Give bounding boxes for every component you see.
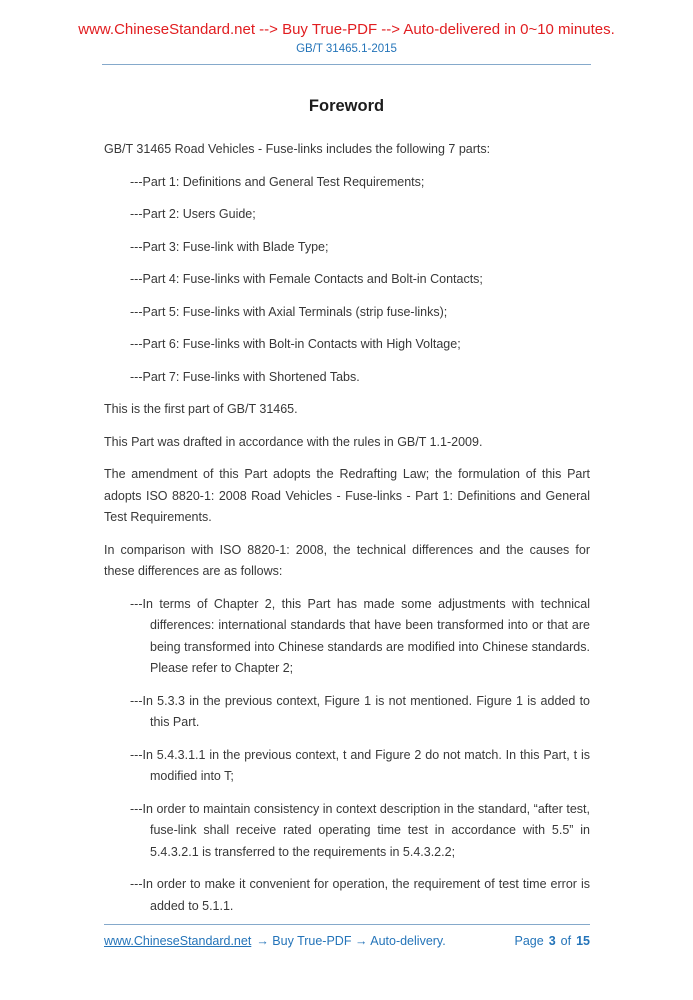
footer-divider (104, 924, 590, 925)
page-title: Foreword (308, 97, 385, 115)
current-page-number: 3 (548, 934, 556, 948)
list-item: ---Part 3: Fuse-link with Blade Type; (130, 239, 329, 254)
paragraph: GB/T 31465 Road Vehicles - Fuse-links includes the following 7 parts: (104, 142, 491, 156)
list-item: ---In 5.3.3 in the previous context, Figure 1 is not mentioned. Figure 1 is added to this Part. (130, 693, 590, 729)
list-item: ---In order to maintain consistency in context description in the standard, “after test, fuse-link shall receive rated operating time test in accordance with 5.5” in 5.4.3.2.1 is transferred to the requirements in 5.4.3.2.2; (130, 801, 590, 859)
list-item: ---Part 2: Users Guide; (130, 207, 256, 221)
list-item: ---Part 1: Definitions and General Test Requirements; (130, 174, 425, 189)
list-item: ---Part 4: Fuse-links with Female Contacts and Bolt-in Contacts; (130, 272, 483, 286)
paragraph: In comparison with ISO 8820-1: 2008, the technical differences and the causes for these differences are as follows: (104, 542, 590, 578)
list-item: ---In terms of Chapter 2, this Part has made some adjustments with technical differences: international standards that have been transformed into or that are being transformed into Chinese standards are modified into Chinese standards. Please refer to Chapter 2; (130, 596, 590, 675)
header-divider (102, 64, 591, 65)
footer-row (104, 934, 590, 949)
document-body (104, 139, 590, 917)
paragraph: The amendment of this Part adopts the Redrafting Law; the formulation of this Part adopts ISO 8820-1: 2008 Road Vehicles - Fuse-links - Part 1: Definitions and General Test Requirements. (104, 467, 590, 524)
website-link[interactable]: www.ChineseStandard.net (104, 934, 252, 948)
list-item: ---Part 7: Fuse-links with Shortened Tabs. (130, 369, 360, 384)
page-footer (104, 924, 590, 949)
list-item: ---Part 5: Fuse-links with Axial Terminals (strip fuse-links); (130, 304, 448, 319)
page-label: Page (514, 934, 544, 948)
document-number: GB/T 31465.1-2015 (296, 43, 397, 55)
of-label: of (560, 934, 572, 948)
page-indicator (510, 934, 591, 949)
footer-promo-text: → Buy True-PDF → Auto-delivery. (256, 934, 446, 948)
list-item: ---In order to make it convenient for operation, the requirement of test time error is added to 5.1.1. (130, 877, 590, 913)
promo-banner: www.ChineseStandard.net --> Buy True-PDF --> Auto-delivered in 0~10 minutes. (78, 21, 615, 38)
list-item: ---In 5.4.3.1.1 in the previous context, t and Figure 2 do not match. In this Part, t is modified into T; (130, 747, 590, 783)
paragraph: This Part was drafted in accordance with the rules in GB/T 1.1-2009. (104, 434, 483, 449)
list-item: ---Part 6: Fuse-links with Bolt-in Contacts with High Voltage; (130, 337, 461, 351)
footer-promo (104, 934, 446, 949)
page-header (0, 20, 693, 65)
paragraph: This is the first part of GB/T 31465. (104, 402, 298, 416)
total-page-count: 15 (576, 934, 590, 948)
